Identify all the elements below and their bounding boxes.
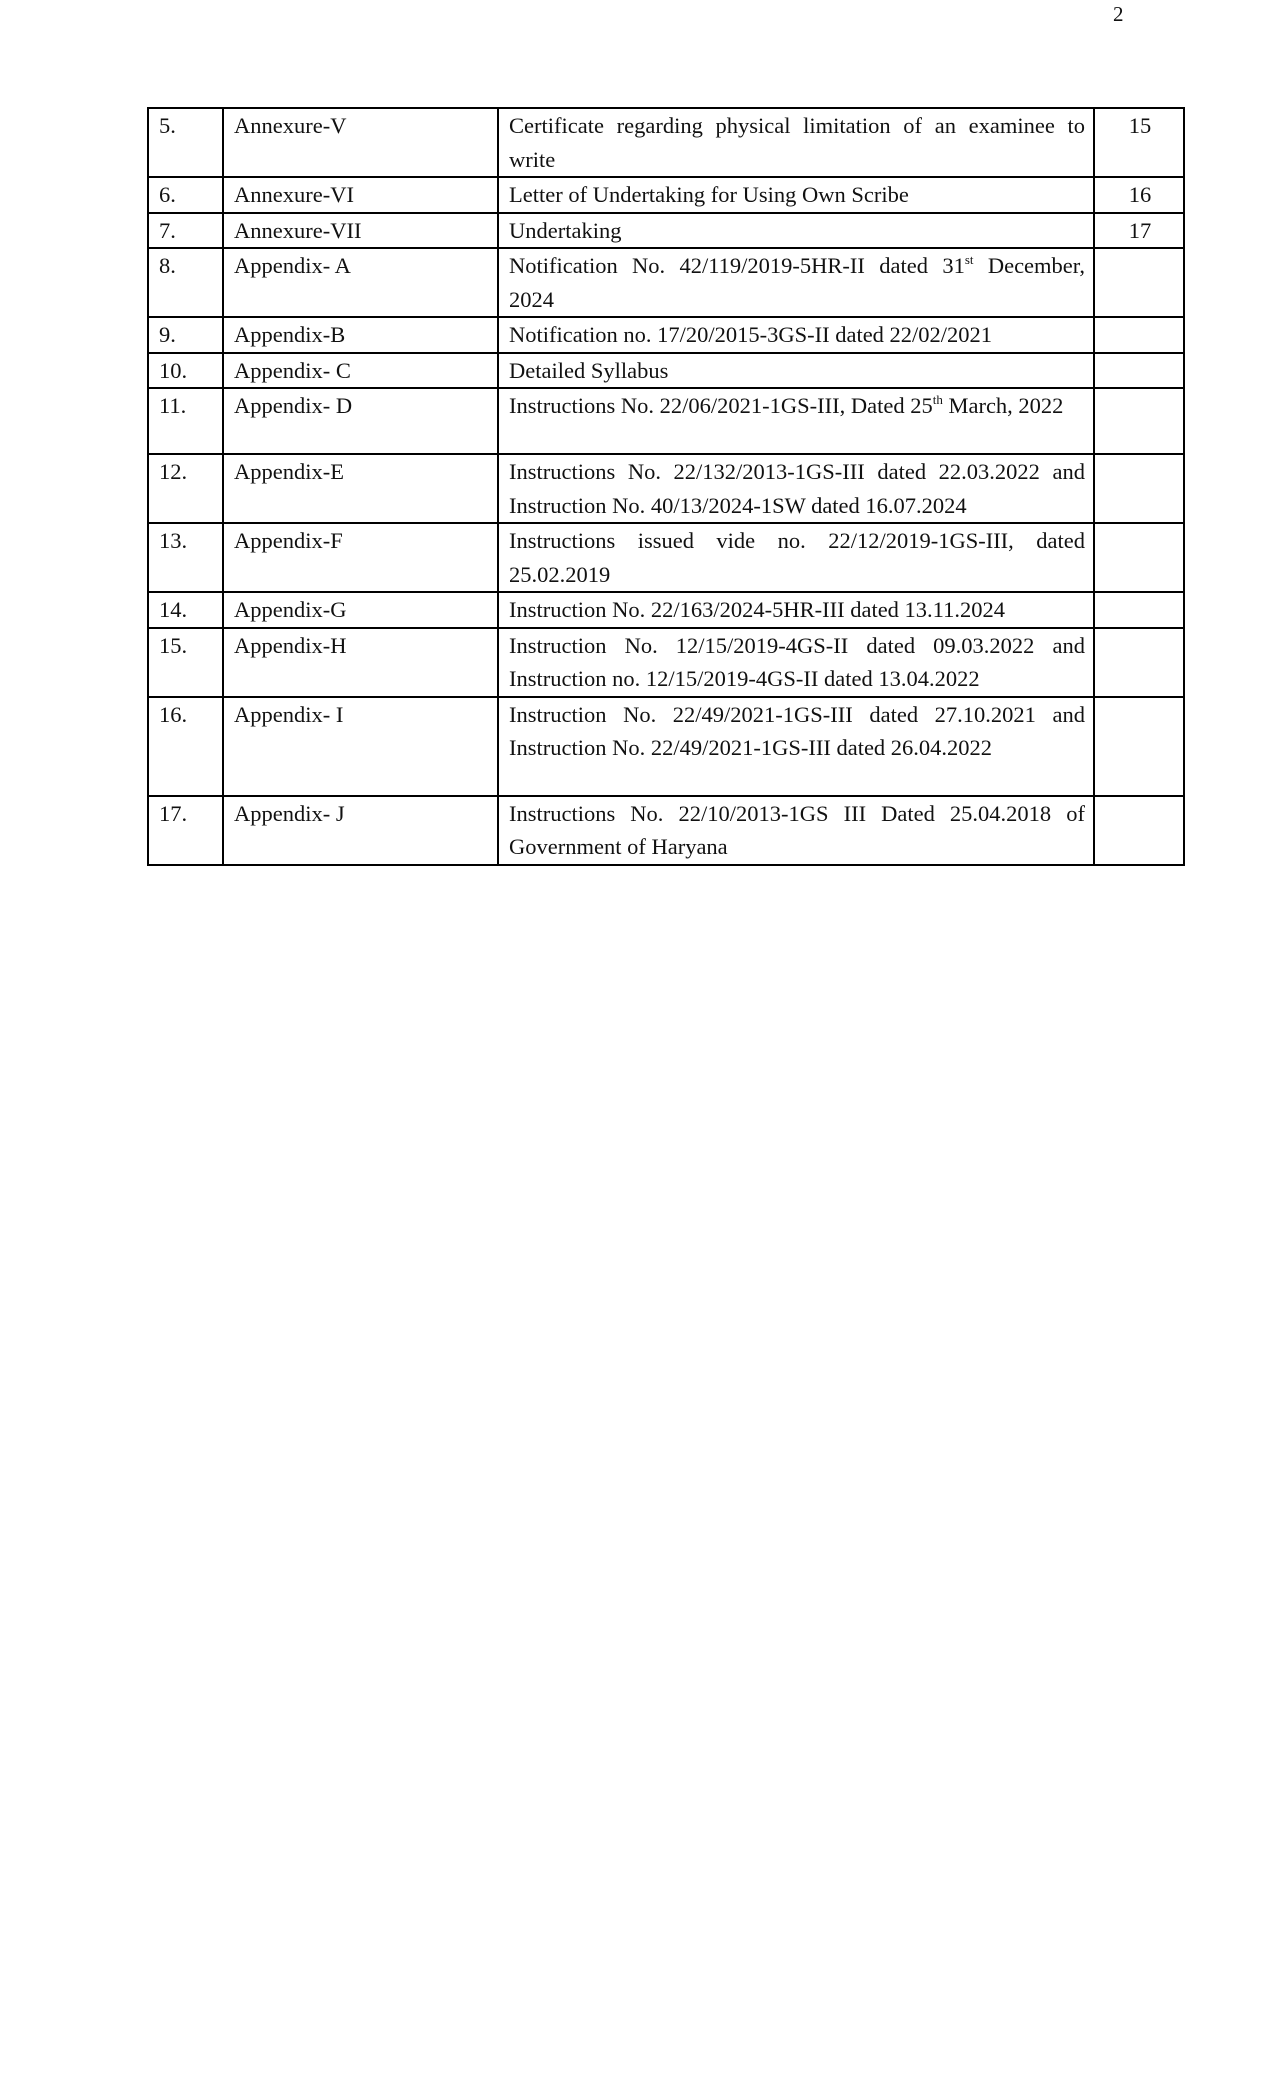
reference-label: Appendix- I bbox=[223, 697, 498, 796]
page-ref bbox=[1094, 248, 1184, 317]
reference-label: Annexure-VII bbox=[223, 213, 498, 249]
ordinal-suffix: th bbox=[932, 392, 943, 407]
description-text-tail: December, 2024 bbox=[509, 253, 1086, 312]
annexure-appendix-table bbox=[147, 107, 1185, 866]
page-ref: 15 bbox=[1094, 108, 1184, 177]
page-ref bbox=[1094, 388, 1184, 454]
table-row bbox=[148, 592, 1184, 628]
serial-number: 15. bbox=[148, 628, 223, 697]
page-ref bbox=[1094, 454, 1184, 523]
serial-number: 6. bbox=[148, 177, 223, 213]
table-row bbox=[148, 353, 1184, 389]
page-ref: 17 bbox=[1094, 213, 1184, 249]
description-text: Instructions No. 22/06/2021-1GS-III, Dated 25 bbox=[509, 393, 933, 418]
serial-number: 17. bbox=[148, 796, 223, 865]
table-row bbox=[148, 697, 1184, 796]
serial-number: 13. bbox=[148, 523, 223, 592]
page-ref bbox=[1094, 628, 1184, 697]
serial-number: 10. bbox=[148, 353, 223, 389]
serial-number: 12. bbox=[148, 454, 223, 523]
table-row bbox=[148, 108, 1184, 177]
page-number: 2 bbox=[1113, 2, 1124, 26]
reference-label: Appendix- A bbox=[223, 248, 498, 317]
description-text: Detailed Syllabus bbox=[509, 357, 669, 383]
description-text: Instruction No. 22/49/2021-1GS-III dated 27.10.2021 and Instruction No. 22/49/2021-1GS-III dated 26.04.2022 bbox=[509, 701, 1085, 760]
reference-label: Appendix- C bbox=[223, 353, 498, 389]
description-text: Instructions issued vide no. 22/12/2019-1GS-III, dated 25.02.2019 bbox=[509, 528, 1085, 587]
page-ref bbox=[1094, 523, 1184, 592]
reference-label: Appendix-H bbox=[223, 628, 498, 697]
reference-label: Annexure-VI bbox=[223, 177, 498, 213]
description-text: Instructions No. 22/132/2013-1GS-III dated 22.03.2022 and Instruction No. 40/13/2024-1SW dated 16.07.2024 bbox=[509, 459, 1085, 518]
table-row bbox=[148, 177, 1184, 213]
reference-label: Appendix- D bbox=[223, 388, 498, 454]
description bbox=[498, 592, 1094, 628]
serial-number: 14. bbox=[148, 592, 223, 628]
page-ref bbox=[1094, 796, 1184, 865]
table-row bbox=[148, 796, 1184, 865]
serial-number: 5. bbox=[148, 108, 223, 177]
table-row bbox=[148, 388, 1184, 454]
table-row bbox=[148, 248, 1184, 317]
description-text: Undertaking bbox=[509, 217, 622, 243]
description bbox=[498, 628, 1094, 697]
reference-label: Annexure-V bbox=[223, 108, 498, 177]
serial-number: 8. bbox=[148, 248, 223, 317]
description bbox=[498, 697, 1094, 796]
serial-number: 16. bbox=[148, 697, 223, 796]
description-text: Letter of Undertaking for Using Own Scribe bbox=[509, 182, 909, 207]
page-ref bbox=[1094, 697, 1184, 796]
reference-label: Appendix-B bbox=[223, 317, 498, 353]
description bbox=[498, 317, 1094, 353]
table-row bbox=[148, 454, 1184, 523]
description bbox=[498, 388, 1094, 454]
description bbox=[498, 796, 1094, 865]
description-text: Notification no. 17/20/2015-3GS-II dated 22/02/2021 bbox=[509, 322, 993, 347]
description bbox=[498, 177, 1094, 213]
serial-number: 11. bbox=[148, 388, 223, 454]
table-row bbox=[148, 523, 1184, 592]
reference-label: Appendix-G bbox=[223, 592, 498, 628]
description-text: Instruction No. 12/15/2019-4GS-II dated 09.03.2022 and Instruction no. 12/15/2019-4GS-II dated 13.04.2022 bbox=[509, 632, 1085, 691]
description-text: Instructions No. 22/10/2013-1GS III Dated 25.04.2018 of Government of Haryana bbox=[509, 800, 1085, 859]
description-text-tail: March, 2022 bbox=[942, 393, 1064, 418]
serial-number: 9. bbox=[148, 317, 223, 353]
reference-label: Appendix-E bbox=[223, 454, 498, 523]
table-body bbox=[148, 108, 1184, 865]
description-text: Notification No. 42/119/2019-5HR-II dated 31 bbox=[509, 253, 965, 278]
description bbox=[498, 108, 1094, 177]
description bbox=[498, 523, 1094, 592]
reference-label: Appendix- J bbox=[223, 796, 498, 865]
reference-label: Appendix-F bbox=[223, 523, 498, 592]
page-ref bbox=[1094, 317, 1184, 353]
description-text: Certificate regarding physical limitation of an examinee to write bbox=[509, 113, 1085, 172]
serial-number: 7. bbox=[148, 213, 223, 249]
description-text: Instruction No. 22/163/2024-5HR-III dated 13.11.2024 bbox=[509, 597, 1005, 622]
description bbox=[498, 213, 1094, 249]
description bbox=[498, 248, 1094, 317]
page-ref bbox=[1094, 592, 1184, 628]
description bbox=[498, 353, 1094, 389]
table-row bbox=[148, 628, 1184, 697]
ordinal-suffix: st bbox=[964, 252, 974, 267]
page-ref: 16 bbox=[1094, 177, 1184, 213]
table-row bbox=[148, 317, 1184, 353]
description bbox=[498, 454, 1094, 523]
table-row bbox=[148, 213, 1184, 249]
page-ref bbox=[1094, 353, 1184, 389]
